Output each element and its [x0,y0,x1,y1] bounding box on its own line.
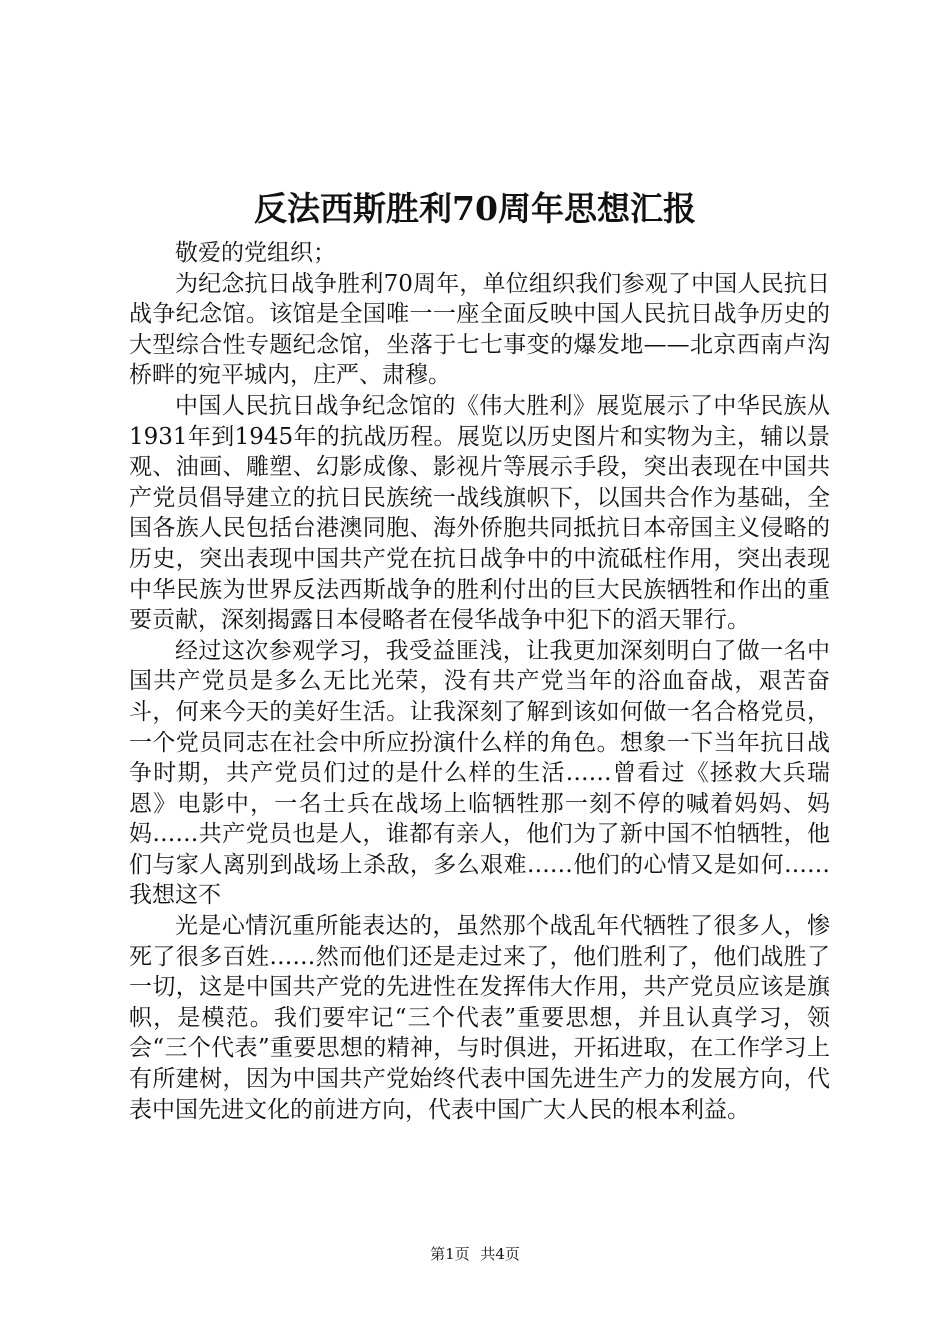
paragraph-1: 为纪念抗日战争胜利70周年，单位组织我们参观了中国人民抗日战争纪念馆。该馆是全国唯一一座全面反映中国人民抗日战争历史的大型综合性专题纪念馆，坐落于七七事变的爆发地——北京西南卢沟桥畔的宛平城内，庄严、肃穆。 [129,270,830,389]
salutation: 敬爱的党组织； [175,240,336,266]
paragraph-2: 中国人民抗日战争纪念馆的《伟大胜利》展览展示了中华民族从1931年到1945年的抗战历程。展览以历史图片和实物为主，辅以景观、油画、雕塑、幻影成像、影视片等展示手段，突出表现在中国共产党员倡导建立的抗日民族统一战线旗帜下，以国共合作为基础，全国各族人民包括台港澳同胞、海外侨胞共同抵抗日本帝国主义侵略的历史，突出表现中国共产党在抗日战争中的中流砥柱作用，突出表现中华民族为世界反法西斯战争的胜利付出的巨大民族牺牲和作出的重要贡献，深刻揭露日本侵略者在侵华战争中犯下的滔天罪行。 [129,392,830,634]
page-footer [0,1244,950,1264]
paragraph-3: 经过这次参观学习，我受益匪浅，让我更加深刻明白了做一名中国共产党员是多么无比光荣，没有共产党当年的浴血奋战，艰苦奋斗，何来今天的美好生活。让我深刻了解到该如何做一名合格党员，一个党员同志在社会中所应扮演什么样的角色。想象一下当年抗日战争时期，共产党员们过的是什么样的生活……曾看过《拯救大兵瑞恩》电影中，一名士兵在战场上临牺牲那一刻不停的喊着妈妈、妈妈……共产党员也是人，谁都有亲人，他们为了新中国不怕牺牲，他们与家人离别到战场上杀敌，多么艰难……他们的心情又是如何……我想这不 [129,637,830,909]
page-number: 第1页 [430,1245,470,1263]
paragraph-4: 光是心情沉重所能表达的，虽然那个战乱年代牺牲了很多人，惨死了很多百姓……然而他们还是走过来了，他们胜利了，他们战胜了一切，这是中国共产党的先进性在发挥伟大作用，共产党员应该是旗帜，是模范。我们要牢记“三个代表”重要思想，并且认真学习，领会“三个代表”重要思想的精神，与时俱进，开拓进取，在工作学习上有所建树，因为中国共产党始终代表中国先进生产力的发展方向，代表中国先进文化的前进方向，代表中国广大人民的根本利益。 [129,913,830,1123]
document-body [129,238,830,1125]
document-title: 反法西斯胜利70周年思想汇报 [254,189,696,228]
page-total: 共4页 [480,1245,520,1263]
